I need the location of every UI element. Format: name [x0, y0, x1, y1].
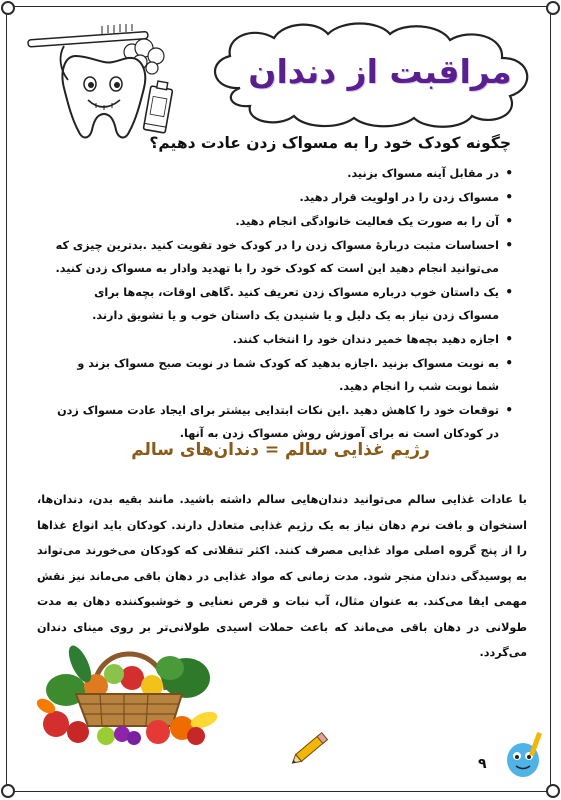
- mascot-icon: [503, 730, 547, 780]
- page-title: مراقبت از دندان: [248, 52, 512, 91]
- tooth-toothbrush-illustration: [24, 22, 194, 142]
- list-item: • احساسات مثبت دربارهٔ مسواک زدن را در کودک خود تقویت کنید .بدترین چیزی که می‌توانید انجام دهید این است که کودک خود را با تهدید وادار به مسواک زدن کنید.: [53, 234, 513, 280]
- tips-list: [53, 162, 513, 446]
- corner-ornament: [546, 784, 560, 798]
- list-item: • توقعات خود را کاهش دهید .این نکات ابتدایی بیشتر برای ایجاد عادت مسواک زدن در کودکان است نه برای آموزش روش مسواک زدن به آنها.: [53, 399, 513, 445]
- list-item: • به نوبت مسواک بزنید .اجازه بدهید که کودک شما در نوبت صبح مسواک بزند و شما نوبت شب را انجام دهید.: [53, 352, 513, 398]
- section-heading-brushing-habit: چگونه کودک خود را به مسواک زدن عادت دهیم؟: [149, 134, 511, 152]
- list-item: • در مقابل آینه مسواک بزنید.: [53, 162, 513, 185]
- list-item: • آن را به صورت یک فعالیت خانوادگی انجام دهید.: [53, 210, 513, 233]
- fruit-basket-illustration: [36, 628, 222, 746]
- list-item: • اجازه دهید بچه‌ها خمیر دندان خود را انتخاب کنند.: [53, 328, 513, 351]
- corner-ornament: [546, 1, 560, 15]
- list-item: • مسواک زدن را در اولویت قرار دهید.: [53, 186, 513, 209]
- section-heading-healthy-diet: رژیم غذایی سالم = دندان‌های سالم: [131, 440, 430, 460]
- page-number: ۹: [478, 756, 487, 772]
- corner-ornament: [1, 784, 15, 798]
- diet-paragraph: با عادات غذایی سالم می‌توانید دندان‌هایی سالم داشته باشید. مانند بقیه بدن، دندان‌ها، استخوان و بافت نرم دهان نیاز به یک رژیم غذایی متعادل دارند. کودکان باید انواع غذاها را از پنج گروه اصلی مواد غذایی مصرف کنند. اکثر تنقلاتی که کودکان می‌خورند می‌تواند به پوسیدگی دندان منجر شود. مدت زمانی که مواد غذایی در دهان باقی می‌ماند نیز نقش مهمی ایفا می‌کند. به عنوان مثال، آب نبات و قرص نعنایی و خوشبوکننده دهان به مدت طولانی در دهان باقی می‌ماند که باعث حملات اسیدی طولانی‌تر بر روی مینای دندان می‌گردد.: [37, 493, 527, 659]
- pencil-icon: [288, 724, 336, 768]
- list-item: • یک داستان خوب درباره مسواک زدن تعریف کنید .گاهی اوقات، بچه‌ها برای مسواک زدن نیاز به یک دلیل و یا شنیدن یک داستان خوب و یا تشویق دارند.: [53, 281, 513, 327]
- corner-ornament: [1, 1, 15, 15]
